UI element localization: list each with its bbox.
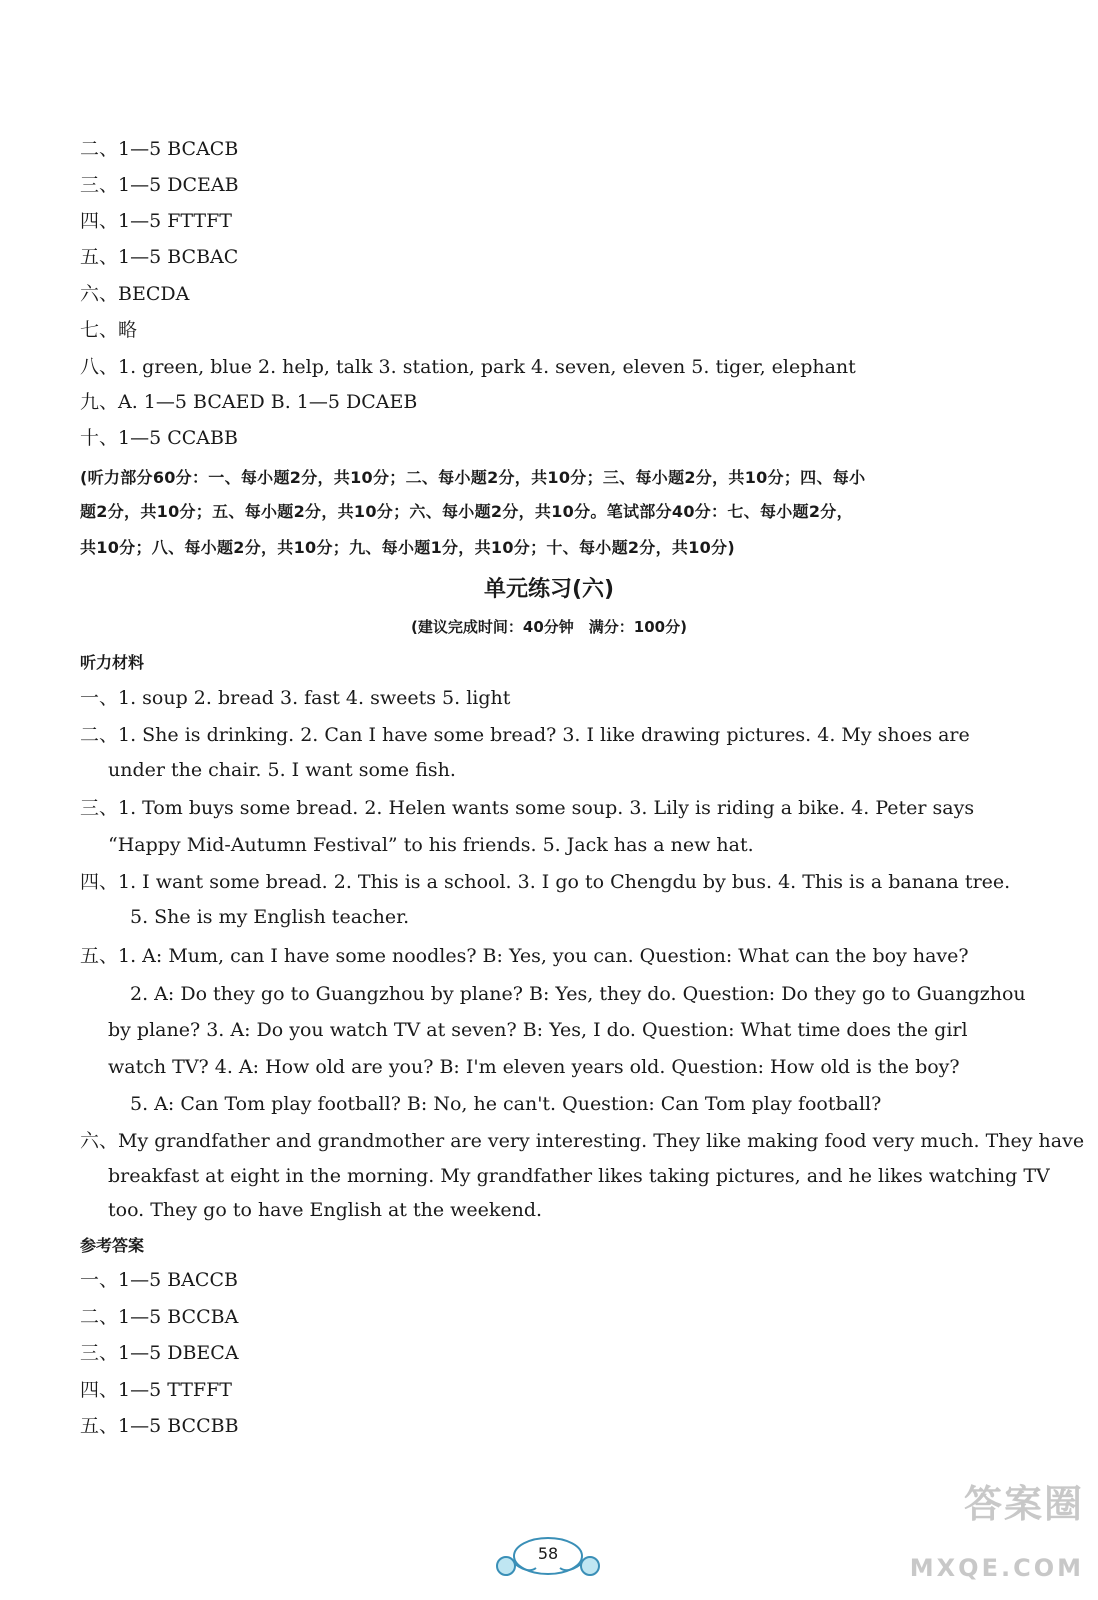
- answers-heading: 参考答案: [80, 1236, 145, 1255]
- listening-line: 一、1. soup 2. bread 3. fast 4. sweets 5. light: [80, 687, 511, 709]
- page-number-badge: [488, 1530, 608, 1586]
- score-note-line: 共10分；八、每小题2分，共10分；九、每小题1分，共10分；十、每小题2分，共10分): [80, 538, 735, 557]
- unit-title: 单元练习(六): [483, 577, 615, 602]
- listening-line: 5. She is my English teacher.: [130, 906, 410, 928]
- answer-line: 二、1—5 BCCBA: [80, 1306, 239, 1328]
- listening-line: 三、1. Tom buys some bread. 2. Helen wants some soup. 3. Lily is riding a bike. 4. Peter says: [80, 797, 975, 819]
- answer-line: 四、1—5 FTTFT: [80, 210, 232, 232]
- listening-line: watch TV? 4. A: How old are you? B: I'm eleven years old. Question: How old is the boy?: [108, 1056, 960, 1078]
- listening-line: by plane? 3. A: Do you watch TV at seven? B: Yes, I do. Question: What time does the girl: [108, 1019, 968, 1041]
- listening-line: 四、1. I want some bread. 2. This is a school. 3. I go to Chengdu by bus. 4. This is a banana tree.: [80, 871, 1011, 893]
- answer-line: 五、1—5 BCCBB: [80, 1415, 239, 1437]
- listening-line: 二、1. She is drinking. 2. Can I have some bread? 3. I like drawing pictures. 4. My shoes are: [80, 724, 970, 746]
- page-number: 58: [537, 1544, 559, 1563]
- watermark-url: MXQE.COM: [909, 1554, 1084, 1582]
- listening-heading: 听力材料: [80, 653, 145, 672]
- listening-line: 六、My grandfather and grandmother are very interesting. They like making food very much. They have: [80, 1130, 1085, 1152]
- answer-line: 九、A. 1—5 BCAED B. 1—5 DCAEB: [80, 391, 418, 413]
- listening-line: “Happy Mid-Autumn Festival” to his friends. 5. Jack has a new hat.: [108, 834, 754, 856]
- answer-line: 三、1—5 DCEAB: [80, 174, 239, 196]
- listening-line: 2. A: Do they go to Guangzhou by plane? B: Yes, they do. Question: Do they go to Guangzhou: [130, 983, 1026, 1005]
- watermark-logo: 答案圈: [963, 1482, 1084, 1526]
- answer-line: 一、1—5 BACCB: [80, 1269, 238, 1291]
- answer-line: 五、1—5 BCBAC: [80, 246, 239, 268]
- answer-line: 三、1—5 DBECA: [80, 1342, 239, 1364]
- unit-subtitle: (建议完成时间：40分钟 满分：100分): [411, 618, 687, 636]
- listening-line: breakfast at eight in the morning. My grandfather likes taking pictures, and he likes watching TV: [108, 1165, 1050, 1187]
- answer-line: 七、略: [80, 319, 138, 341]
- answer-line: 四、1—5 TTFFT: [80, 1379, 232, 1401]
- score-note-line: (听力部分60分：一、每小题2分，共10分；二、每小题2分，共10分；三、每小题2分，共10分；四、每小: [80, 468, 866, 487]
- listening-line: too. They go to have English at the weekend.: [108, 1199, 543, 1221]
- answer-line: 六、BECDA: [80, 283, 190, 305]
- answer-line: 八、1. green, blue 2. help, talk 3. station, park 4. seven, eleven 5. tiger, elephant: [80, 356, 856, 378]
- listening-line: under the chair. 5. I want some fish.: [108, 759, 456, 781]
- answer-line: 十、1—5 CCABB: [80, 427, 238, 449]
- answer-line: 二、1—5 BCACB: [80, 138, 239, 160]
- listening-line: 五、1. A: Mum, can I have some noodles? B: Yes, you can. Question: What can the boy have?: [80, 945, 969, 967]
- score-note-line: 题2分，共10分；五、每小题2分，共10分；六、每小题2分，共10分。笔试部分40分：七、每小题2分，: [80, 502, 853, 521]
- listening-line: 5. A: Can Tom play football? B: No, he can't. Question: Can Tom play football?: [130, 1093, 882, 1115]
